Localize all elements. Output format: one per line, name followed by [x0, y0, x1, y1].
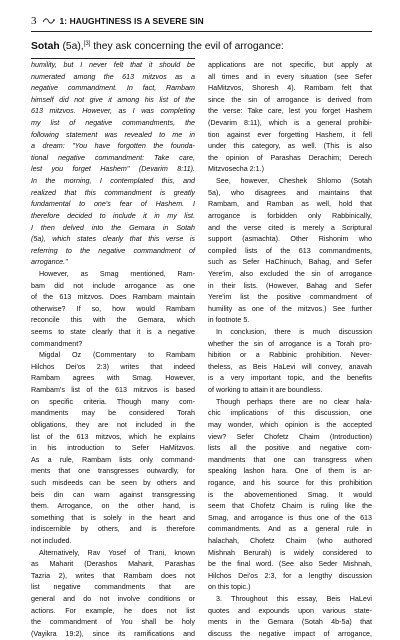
text-line: such misdeeds can be seen by others and: [31, 478, 195, 487]
text-line: Rambam's list of the 613 mitzvos is based: [31, 386, 195, 395]
text-line: commandments. And as a general rule in: [208, 525, 372, 534]
text-line: is a very important topic, and the benefits: [208, 374, 372, 383]
text-line: arrogance.": [31, 258, 68, 267]
text-line: 3. Throughout this essay, Beis HaLevi: [216, 595, 372, 604]
lead-text: they ask concerning the evil of arrogance:: [90, 41, 284, 52]
text-line: Rambam, and Ramban as well, hold that: [208, 200, 372, 209]
text-line: humility as one of the mitzvos.) See further: [208, 304, 372, 313]
text-line: negative commandment. In fact, Rambam: [31, 84, 195, 93]
text-line: referring to the negative commandment of: [31, 246, 195, 255]
footnote-mark: [3]: [83, 41, 91, 47]
text-line: theless, as Beis HaLevi will convey, anavah: [208, 362, 372, 371]
footnote-columns: [31, 58, 372, 640]
text-line: See, however, Cheshek Shlomo (Sotah: [216, 177, 372, 186]
text-line: In conclusion, there is much discussion: [216, 328, 372, 337]
right-column-lines: [208, 58, 372, 640]
text-line: a dream: "You have forgotten the founda-: [31, 142, 195, 151]
text-line: as Maharit (Derashos Maharit, Parashas: [31, 560, 195, 569]
text-line: obligations, they are not included in the: [31, 420, 195, 429]
text-line: Migdal Oz (Commentary to Rambam: [39, 351, 195, 360]
text-line: in footnote 5.: [208, 316, 250, 325]
text-line: them. Arrogance, on the other hand, is: [31, 502, 195, 511]
text-line: is the abovementioned Smag. It would: [208, 490, 372, 499]
text-line: lest you forget Hashem" (Devarim 8:11).: [31, 165, 195, 174]
text-line: list of the 613 mitzvos, which he explains: [31, 432, 195, 441]
text-line: in their lists. (However, Bahag and Sefer: [208, 281, 372, 290]
text-line: otherwise? If so, how would Rambam: [31, 304, 195, 313]
text-line: my list of negative commandments, the: [31, 119, 195, 128]
text-line: Tazria 2), writes that Rambam does not: [31, 571, 195, 580]
text-line: applications are not specific, but apply at: [208, 61, 372, 69]
text-line: not included.: [31, 536, 72, 545]
text-line: HaMitzvos, Shoresh 4). Rambam felt that: [208, 84, 372, 93]
text-line: realized that this commandment is greatly: [31, 188, 195, 197]
text-line: of working to attain it are boundless.: [208, 386, 323, 395]
text-line: under this category, as well. (This is also: [208, 142, 372, 151]
left-column: [31, 58, 195, 640]
text-line: discuss the negative impact of arrogance,: [208, 629, 372, 638]
left-column-lines: [31, 60, 195, 640]
text-line: on this topic.): [208, 583, 251, 592]
text-line: rogance, and his source for this prohibition: [208, 478, 372, 487]
text-line: something that is solely in the heart and: [31, 513, 195, 522]
text-line: Yere'im list the positive commandment of: [208, 293, 372, 302]
text-line: numerated among the 613 mitzvos as a: [31, 72, 195, 81]
text-line: the commandment of You shall be holy: [31, 618, 195, 627]
text-line: therefore decided to include it in my list.: [31, 211, 195, 220]
text-line: Yere'im, also excluded the sin of arrogance: [208, 269, 372, 278]
text-line: I then delved into the Gemara in Sotah: [31, 223, 195, 232]
text-line: such as Sefer HaChinuch, Bahag, and Sefer: [208, 258, 372, 267]
text-line: hibition or a Rabbinic prohibition. Never-: [208, 351, 372, 360]
text-line: be the final word. (See also Seder Mishnah,: [208, 560, 372, 569]
footnote-rule: [31, 58, 195, 59]
text-line: may wonder, which opinion is the accepted: [208, 420, 372, 429]
text-line: list negative commandments that are: [31, 583, 195, 592]
text-line: arrogance is forbidden only Rabbinically,: [208, 211, 372, 220]
text-line: beis din can warn against transgressing: [31, 490, 195, 499]
text-line: 613 mitzvos. However, as I was completing: [31, 107, 195, 116]
text-line: in his introduction to Sefer HaMitzvos.: [31, 444, 195, 453]
lead-source-ref: (5a),: [59, 41, 84, 52]
text-line: halachah, Chofetz Chaim (who authored: [208, 536, 372, 545]
lead-source: Sotah: [31, 41, 60, 52]
text-line: mandments may be considered Torah: [31, 409, 195, 418]
text-line: support (asmachta). Other Rishonim who: [208, 235, 372, 244]
text-line: compiled lists of the 613 commandments,: [208, 246, 372, 255]
text-line: chic implications of this discussion, one: [208, 409, 372, 418]
text-line: Mishnah Berurah) is widely considered to: [208, 548, 372, 557]
header-rule: [31, 31, 372, 32]
text-line: However, as Smag mentioned, Ram-: [39, 269, 195, 278]
text-line: ments that one transgresses outwardly, for: [31, 467, 195, 476]
text-line: Rambam agrees with Smag. However,: [31, 374, 195, 383]
text-line: following statement was revealed to me in: [31, 130, 195, 139]
text-line: (Vayikra 19:2), since its ramifications and: [31, 629, 195, 638]
text-line: all times and in every situation (see Sefer: [208, 72, 372, 81]
text-line: humility, but I never felt that it should be: [31, 61, 195, 69]
text-line: Hilchos Dei'os 2:3) writes that indeed: [31, 362, 195, 371]
text-line: mandments that one can transgress when: [208, 455, 372, 464]
text-line: the verse: Take care, lest you forget Hashem: [208, 107, 372, 116]
text-line: Smag, and arrogance is thus one of the 613: [208, 513, 372, 522]
text-line: and the verse cited is merely a Scriptural: [208, 223, 372, 232]
text-line: commandment?: [31, 339, 83, 348]
text-line: quotes and expounds upon various state-: [208, 606, 372, 615]
text-line: In the morning, I contemplated this, and: [31, 177, 195, 186]
text-line: the opinion of Parashas Derachim; Derech: [208, 153, 372, 162]
text-line: reconcile this with the Gemara, which: [31, 316, 195, 325]
text-line: lists all the positive and negative com-: [208, 444, 372, 453]
text-line: (Devarim 8:11), which is a general prohibi-: [208, 119, 372, 128]
lead-sentence: [31, 37, 372, 54]
text-line: of the 613 mitzvos. Does Rambam maintain: [31, 293, 195, 302]
text-line: indiscernible by others, and is therefore: [31, 525, 195, 534]
text-line: since the sin of arrogance is derived from: [208, 95, 372, 104]
text-line: Hilchos Dei'os 2:3, for a lengthy discussion: [208, 571, 372, 580]
text-line: speaking lashon hara. One of them is ar-: [208, 467, 372, 476]
text-line: general and do not involve conditions or: [31, 595, 195, 604]
text-line: ments in the Gemara (Sotah 4b-5a) that: [208, 618, 372, 627]
right-column: [208, 58, 372, 640]
text-line: view? Sefer Chofetz Chaim (Introduction): [208, 432, 372, 441]
text-line: fundamental to one's fear of Hashem. I: [31, 200, 195, 209]
running-head: [31, 14, 372, 28]
text-line: Mitzvosecha 2:1.): [208, 165, 264, 174]
text-line: Alternatively, Rav Yosef of Trani, known: [39, 548, 195, 557]
text-line: on specific criteria. Though many com-: [31, 397, 195, 406]
text-line: tional negative commandment: Take care,: [31, 153, 195, 162]
text-line: As a rule, Rambam lists only command-: [31, 455, 195, 464]
flourish-ornament-icon: [42, 17, 55, 25]
text-line: 5a), who disagrees and maintains that: [208, 188, 372, 197]
text-line: bam did not include arrogance as one: [31, 281, 195, 290]
text-line: actions. For example, he does not list: [31, 606, 195, 615]
chapter-title: 1: HAUGHTINESS IS A SEVERE SIN: [59, 16, 204, 26]
text-line: (5a), which states clearly that this verse is: [31, 235, 195, 244]
text-line: Though perhaps there are no clear hala-: [216, 397, 372, 406]
text-line: whether the sin of arrogance is a Torah pro-: [208, 339, 372, 348]
page-number: 3: [31, 15, 37, 27]
text-line: tion against ever forgetting Hashem, it fell: [208, 130, 372, 139]
text-line: seems to state clearly that it is a negative: [31, 328, 195, 337]
text-line: himself did not give it among his list of the: [31, 95, 195, 104]
text-line: seem that Chofetz Chaim is ruling like the: [208, 502, 372, 511]
